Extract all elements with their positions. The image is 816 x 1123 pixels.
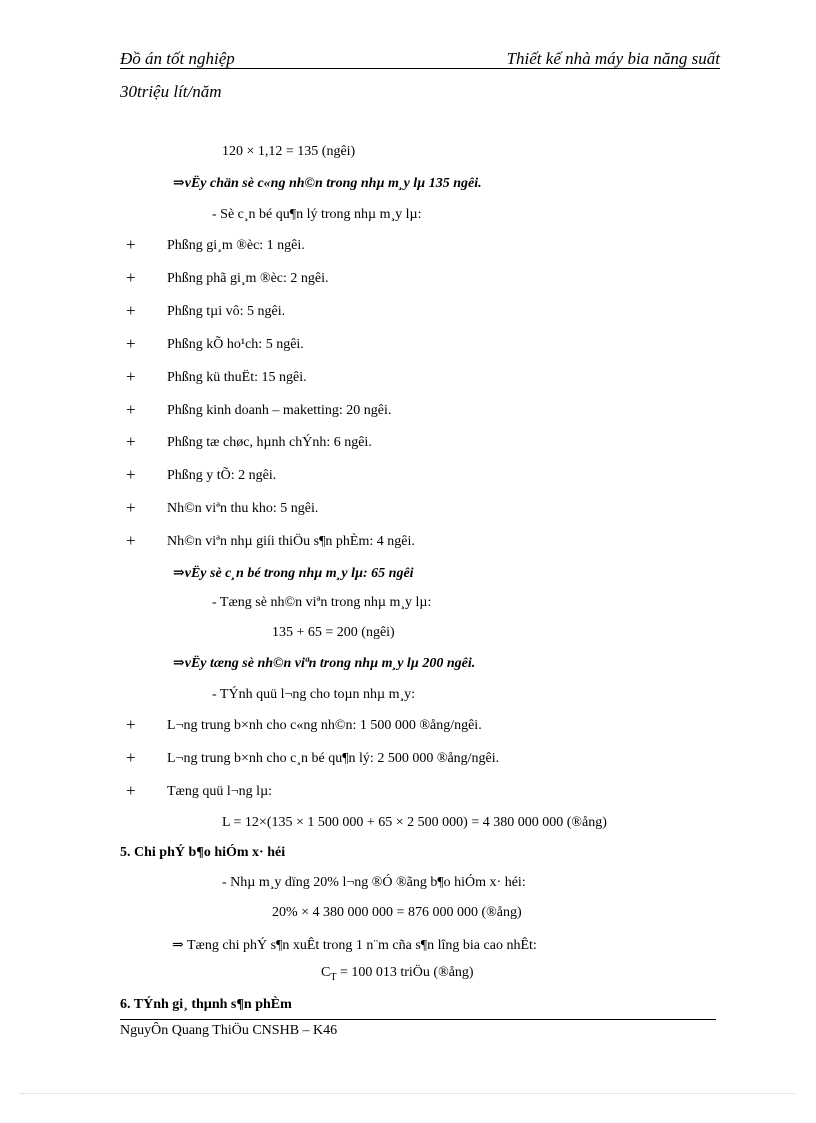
calc-workers: 120 × 1,12 = 135 (ngêi): [222, 144, 356, 159]
list-item: Nh©n viªn thu kho: 5 ngêi.: [167, 501, 319, 516]
cost-value: = 100 013 triÖu (®ång): [336, 965, 474, 980]
list-item: Tæng quü l¬ng lµ:: [167, 784, 273, 799]
bullet-plus: +: [126, 268, 136, 287]
list-item: Phßng kü thuËt: 15 ngêi.: [167, 370, 307, 385]
bullet-plus: +: [126, 235, 136, 254]
bullet-plus: +: [126, 334, 136, 353]
bullet-plus: +: [126, 301, 136, 320]
bullet-plus: +: [126, 748, 136, 767]
salary-formula: L = 12×(135 × 1 500 000 + 65 × 2 500 000) = 4 380 000 000 (®ång): [222, 815, 607, 830]
calc-total: 135 + 65 = 200 (ngêi): [272, 625, 395, 640]
bullet-plus: +: [126, 465, 136, 484]
list-item: Phßng tæ chøc, hµnh chÝnh: 6 ngêi.: [167, 435, 372, 450]
list-item: L¬ng trung b×nh cho c¸n bé qu¶n lý: 2 500 000 ®ång/ngêi.: [167, 751, 500, 766]
bullet-plus: +: [126, 432, 136, 451]
total-cost-intro: ⇒ Tæng chi phÝ s¶n xuÊt trong 1 n¨m cña s¶n lîng bia cao nhÊt:: [172, 938, 537, 953]
section-heading-5: 5. Chi phÝ b¶o hiÓm x· héi: [120, 845, 286, 860]
cost-subscript: T: [330, 971, 337, 983]
list-item: Phßng y tÕ: 2 ngêi.: [167, 468, 277, 483]
footer-author: NguyÔn Quang ThiÖu CNSHB – K46: [120, 1023, 338, 1038]
header-right: Thiết kế nhà máy bia năng suất: [506, 49, 720, 68]
list-item: Phßng phã gi¸m ®èc: 2 ngêi.: [167, 271, 329, 286]
bullet-plus: +: [126, 400, 136, 419]
salary-intro: - TÝnh quü l¬ng cho toµn nhµ m¸y:: [212, 687, 416, 702]
bullet-plus: +: [126, 781, 136, 800]
conclusion-managers: ⇒vËy sè c¸n bé trong nhµ m¸y lµ: 65 ngêi: [173, 566, 414, 581]
list-item: Phßng kinh doanh – maketting: 20 ngêi.: [167, 403, 392, 418]
section-heading-6: 6. TÝnh gi¸ thµnh s¶n phÈm: [120, 997, 292, 1012]
page-edge: [20, 1093, 796, 1094]
list-item: Phßng gi¸m ®èc: 1 ngêi.: [167, 238, 305, 253]
list-item: L¬ng trung b×nh cho c«ng nh©n: 1 500 000 ®ång/ngêi.: [167, 718, 482, 733]
total-cost-formula: [321, 965, 474, 983]
bullet-plus: +: [126, 367, 136, 386]
conclusion-total: ⇒vËy tæng sè nh©n viªn trong nhµ m¸y lµ 200 ngêi.: [173, 656, 476, 671]
list-item: Phßng tµi vô: 5 ngêi.: [167, 304, 286, 319]
insurance-intro: - Nhµ m¸y dïng 20% l¬ng ®Ó ®ãng b¶o hiÓm x· héi:: [222, 875, 526, 890]
bullet-plus: +: [126, 498, 136, 517]
total-intro: - Tæng sè nh©n viªn trong nhµ m¸y lµ:: [212, 595, 432, 610]
header-subtitle: 30triệu lít/năm: [120, 82, 222, 101]
managers-intro: - Sè c¸n bé qu¶n lý trong nhµ m¸y lµ:: [212, 207, 422, 222]
cost-symbol: C: [321, 965, 331, 980]
conclusion-workers: ⇒vËy chän sè c«ng nh©n trong nhµ m¸y lµ 135 ngêi.: [173, 176, 482, 191]
header-left: Đồ án tốt nghiệp: [120, 49, 235, 68]
footer-rule: [120, 1019, 716, 1020]
list-item: Phßng kÕ ho¹ch: 5 ngêi.: [167, 337, 304, 352]
insurance-formula: 20% × 4 380 000 000 = 876 000 000 (®ång): [272, 905, 522, 920]
list-item: Nh©n viªn nhµ giíi thiÖu s¶n phÈm: 4 ngêi.: [167, 534, 415, 549]
bullet-plus: +: [126, 531, 136, 550]
header-rule: [120, 68, 720, 69]
bullet-plus: +: [126, 715, 136, 734]
